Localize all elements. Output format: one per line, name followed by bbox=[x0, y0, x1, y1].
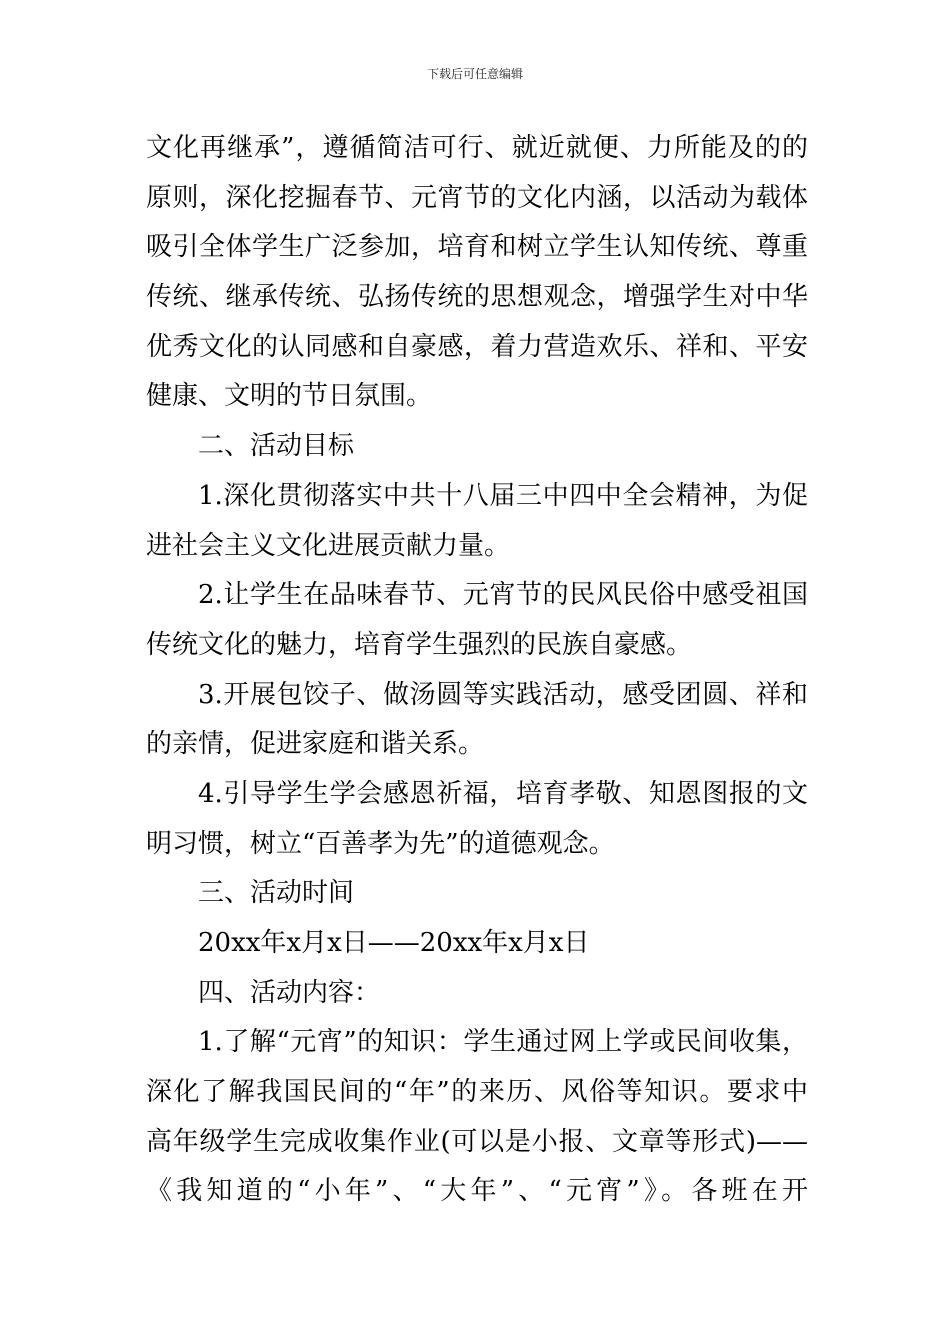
text-line: 健康、文明的节日氛围。 bbox=[146, 381, 433, 412]
section-heading: 三、活动时间 bbox=[198, 878, 355, 909]
text-line: 1.深化贯彻落实中共十八届三中四中全会精神，为促 bbox=[198, 480, 808, 511]
text-line: 进社会主义文化进展贡献力量。 bbox=[146, 530, 511, 561]
section-heading: 二、活动目标 bbox=[198, 431, 355, 462]
text-line: 4.引导学生学会感恩祈福，培育孝敬、知恩图报的文 bbox=[198, 778, 808, 809]
section-heading: 四、活动内容： bbox=[198, 977, 381, 1008]
text-line: 传统、继承传统、弘扬传统的思想观念，增强学生对中华 bbox=[146, 282, 808, 313]
text-line: 吸引全体学生广泛参加，培育和树立学生认知传统、尊重 bbox=[146, 232, 808, 263]
text-line: 原则，深化挖掘春节、元宵节的文化内涵，以活动为载体 bbox=[146, 182, 808, 213]
text-line: 的亲情，促进家庭和谐关系。 bbox=[146, 729, 485, 760]
text-line: 3.开展包饺子、做汤圆等实践活动，感受团圆、祥和 bbox=[198, 679, 808, 710]
text-line: 优秀文化的认同感和自豪感，着力营造欢乐、祥和、平安 bbox=[146, 331, 808, 362]
text-line: 《我知道的“小年”、“大年”、“元宵”》。各班在开 bbox=[146, 1176, 808, 1207]
page-header: 下载后可任意编辑 bbox=[426, 67, 523, 81]
date-range: 20xx年x月x日——20xx年x月x日 bbox=[198, 928, 590, 958]
document-body bbox=[146, 124, 808, 1217]
text-line: 深化了解我国民间的“年”的来历、风俗等知识。要求中 bbox=[146, 1077, 808, 1108]
text-line: 明习惯，树立“百善孝为先”的道德观念。 bbox=[146, 828, 615, 859]
text-line: 高年级学生完成收集作业(可以是小报、文章等形式)—— bbox=[146, 1126, 808, 1157]
text-line: 1.了解“元宵”的知识：学生通过网上学或民间收集， bbox=[198, 1027, 808, 1058]
text-line: 文化再继承”，遵循简洁可行、就近就便、力所能及的的 bbox=[146, 133, 808, 163]
text-line: 传统文化的魅力，培育学生强烈的民族自豪感。 bbox=[146, 629, 693, 660]
text-line: 2.让学生在品味春节、元宵节的民风民俗中感受祖国 bbox=[198, 580, 808, 611]
